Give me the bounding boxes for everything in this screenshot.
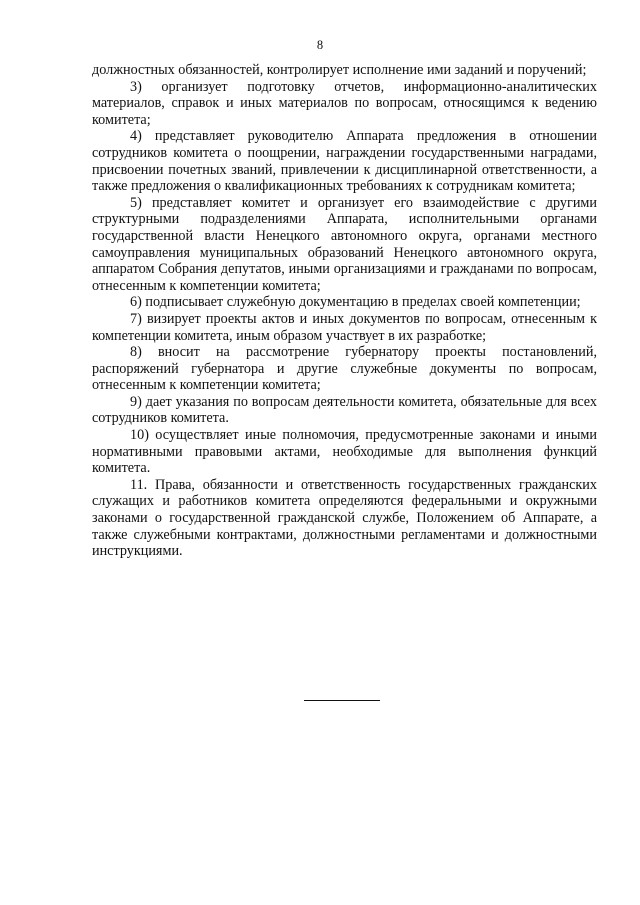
paragraph-item-7: 7) визирует проекты актов и иных документов по вопросам, отнесенным к компетенции комитета, иным образом участвует в их разработке; <box>92 310 597 344</box>
paragraph-item-10: 10) осуществляет иные полномочия, предусмотренные законами и иными нормативными правовыми актами, необходимые для выполнения функций комитета. <box>92 427 597 477</box>
paragraph-item-5: 5) представляет комитет и организует его взаимодействие с другими структурными подразделениями Аппарата, исполнительными органами государственной власти Ненецкого автономного округа, органами местного самоуправления муниципальных образований Ненецкого автономного округа, аппаратом Собрания депутатов, иными организациями и гражданами по вопросам, отнесенным к компетенции комитета; <box>92 194 597 294</box>
document-body <box>92 62 597 560</box>
paragraph-continuation: должностных обязанностей, контролирует исполнение ими заданий и поручений; <box>92 62 587 78</box>
paragraph-item-3: 3) организует подготовку отчетов, информационно-аналитических материалов, справок и иных материалов по вопросам, относящимся к ведению комитета; <box>92 78 597 128</box>
end-of-document-rule <box>304 700 380 701</box>
paragraph-section-11: 11. Права, обязанности и ответственность государственных гражданских служащих и работников комитета определяются федеральными и окружными законами о государственной гражданской службе, Положением об Аппарате, а также служебными контрактами, должностными регламентами и должностными инструкциями. <box>92 476 597 560</box>
page-number: 8 <box>316 38 324 52</box>
paragraph-item-4: 4) представляет руководителю Аппарата предложения в отношении сотрудников комитета о поощрении, награждении государственными наградами, присвоении почетных званий, привлечении к дисциплинарной ответственности, а также предложения о квалификационных требованиях к сотрудникам комитета; <box>92 128 597 195</box>
paragraph-item-8: 8) вносит на рассмотрение губернатору проекты постановлений, распоряжений губернатора и другие служебные документы по вопросам, отнесенным к компетенции комитета; <box>92 344 597 394</box>
paragraph-item-6: 6) подписывает служебную документацию в пределах своей компетенции; <box>130 294 581 311</box>
paragraph-item-9: 9) дает указания по вопросам деятельности комитета, обязательные для всех сотрудников комитета. <box>92 393 597 427</box>
